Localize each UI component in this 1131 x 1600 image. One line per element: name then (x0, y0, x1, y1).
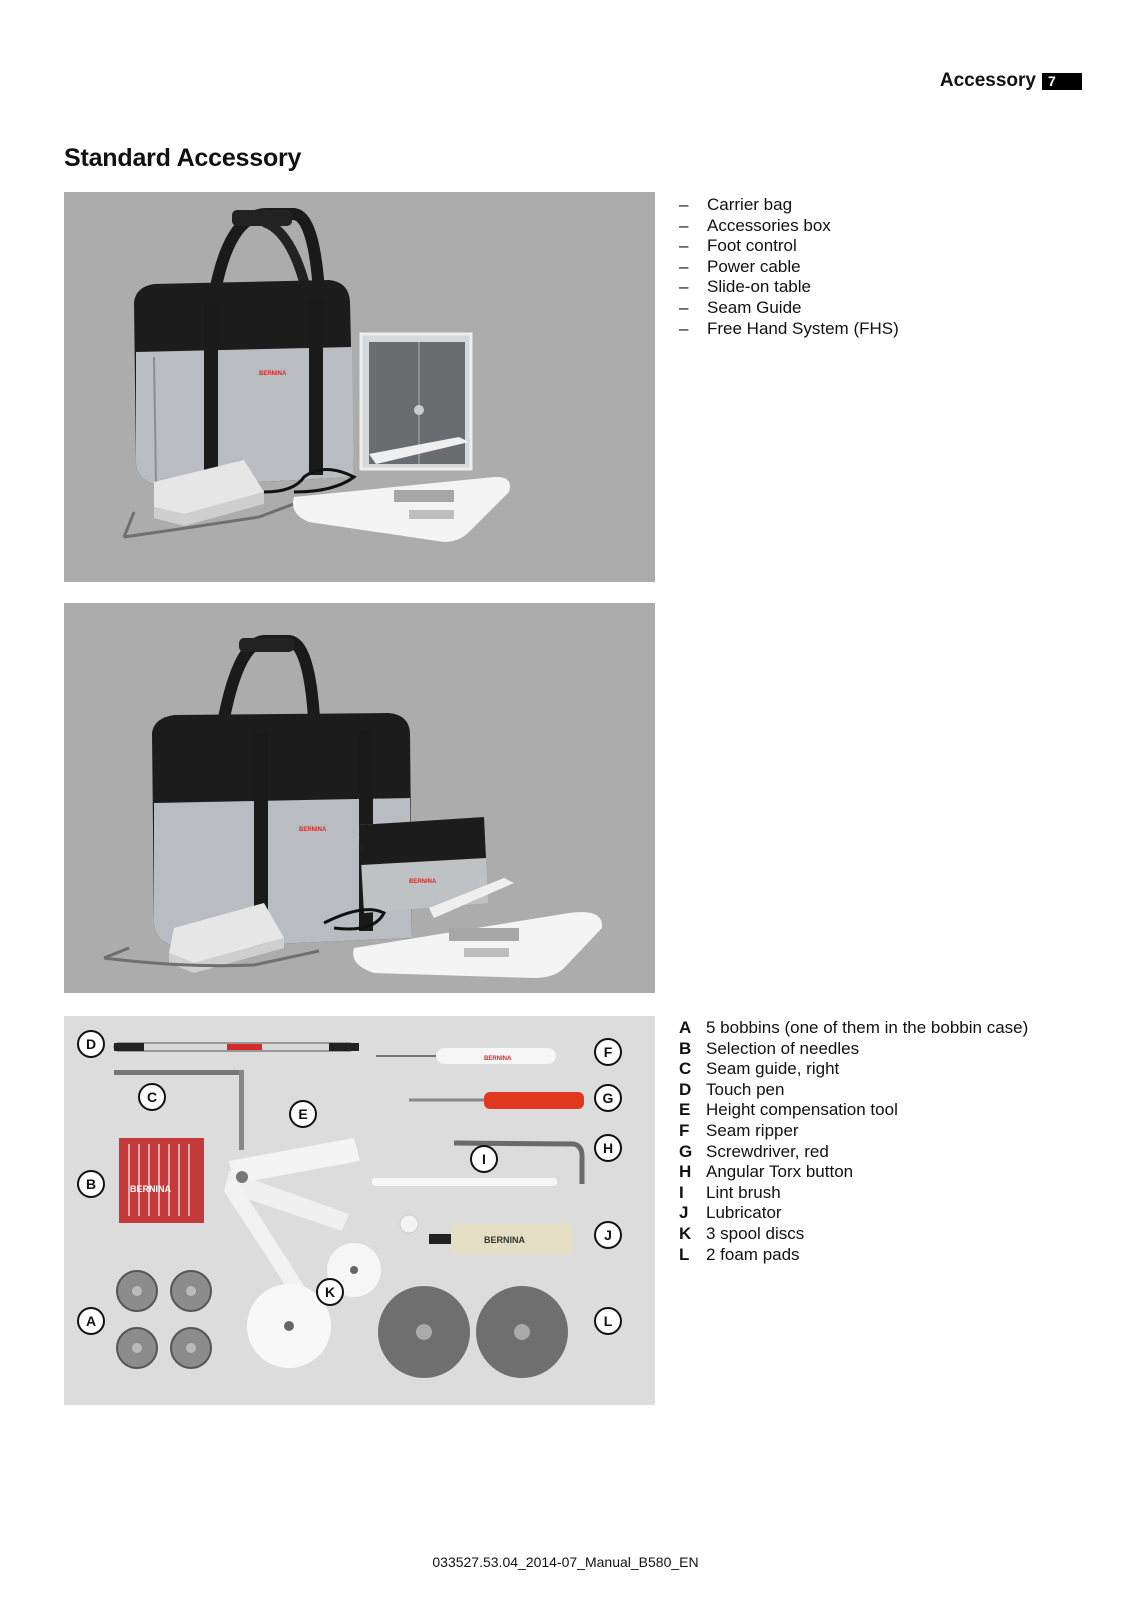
legend-item: J Lubricator (679, 1203, 782, 1223)
document-footer: 033527.53.04_2014-07_Manual_B580_EN (432, 1554, 699, 1570)
callout-e: E (289, 1100, 317, 1128)
carrier-bag-pouch-illustration (64, 603, 655, 993)
list-item: – Foot control (679, 236, 797, 256)
page-title: Standard Accessory (64, 144, 302, 172)
callout-d: D (77, 1030, 105, 1058)
list-item: – Free Hand System (FHS) (679, 318, 899, 338)
callout-k: K (316, 1278, 344, 1306)
legend-item: L 2 foam pads (679, 1244, 800, 1264)
legend-item: B Selection of needles (679, 1038, 860, 1058)
carrier-bag-illustration (64, 192, 655, 582)
svg-text:BERNINA: BERNINA (130, 1184, 172, 1194)
callout-h: H (594, 1134, 622, 1162)
callout-i: I (470, 1145, 498, 1173)
list-item: – Power cable (679, 256, 801, 276)
legend-item: H Angular Torx button (679, 1162, 854, 1182)
photo-carrier-bag-with-pouch (64, 603, 655, 993)
legend-item: I Lint brush (679, 1182, 781, 1202)
legend-item: C Seam guide, right (679, 1059, 840, 1079)
small-parts-illustration (64, 1016, 655, 1405)
callout-c: C (138, 1083, 166, 1111)
callout-f: F (594, 1038, 622, 1066)
svg-text:BERNINA: BERNINA (409, 879, 437, 885)
legend-item: K 3 spool discs (679, 1223, 805, 1243)
legend-item: A 5 bobbins (one of them in the bobbin case) (679, 1018, 1029, 1037)
svg-text:BERNINA: BERNINA (484, 1235, 526, 1245)
standard-accessory-list (679, 195, 899, 339)
legend-item: F Seam ripper (679, 1120, 799, 1140)
svg-text:BERNINA: BERNINA (299, 827, 327, 833)
legend-item: G Screwdriver, red (679, 1141, 829, 1161)
photo-carrier-bag-with-box (64, 192, 655, 582)
callout-b: B (77, 1170, 105, 1198)
callout-g: G (594, 1084, 622, 1112)
svg-text:BERNINA: BERNINA (259, 371, 287, 377)
list-item: – Seam Guide (679, 297, 802, 317)
list-item: – Carrier bag (679, 195, 793, 214)
callout-l: L (594, 1307, 622, 1335)
chapter-title: Accessory (939, 70, 1036, 91)
photo-small-accessories (64, 1016, 655, 1405)
list-item: – Accessories box (679, 215, 831, 235)
parts-legend-list (679, 1018, 1028, 1265)
legend-item: E Height compensation tool (679, 1100, 898, 1120)
list-item: – Slide-on table (679, 277, 811, 297)
legend-item: D Touch pen (679, 1079, 785, 1099)
chapter-header (940, 70, 1082, 92)
svg-text:BERNINA: BERNINA (484, 1056, 512, 1062)
callout-j: J (594, 1221, 622, 1249)
callout-a: A (77, 1307, 105, 1335)
chapter-number-badge: 7 (1042, 73, 1082, 90)
